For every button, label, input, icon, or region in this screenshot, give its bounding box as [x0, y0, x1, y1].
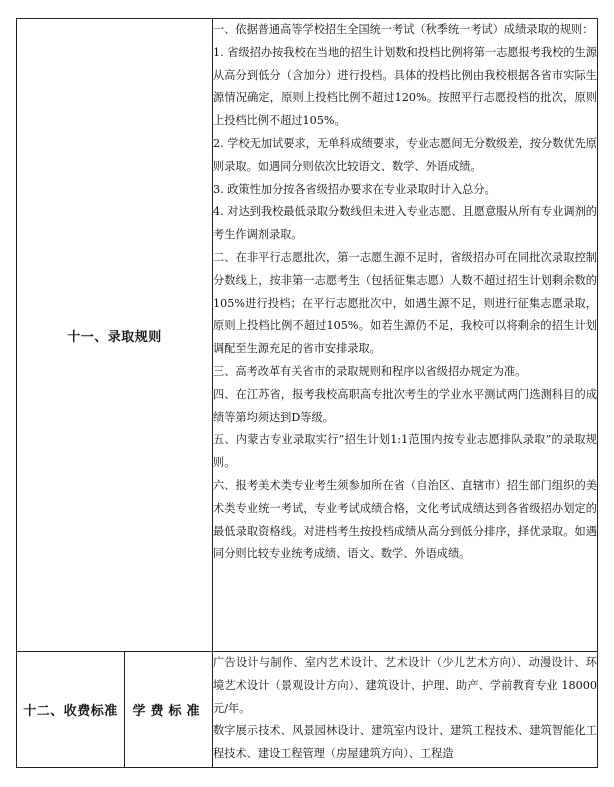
fees-row	[17, 652, 598, 768]
rule-paragraph: 二、在非平行志愿批次，第一志愿生源不足时，省级招办可在同批次录取控制分数线上，按非第一志愿考生（包括征集志愿）人数不超过招生计划剩余数的105%进行投档；在平行志愿批次中，如遇生源不足，则进行征集志愿录取，原则上投档比例不超过105%。如若生源仍不足，我校可以将剩余的招生计划调配至生源充足的省市安排录取。	[213, 250, 597, 356]
rule-paragraph: 三、高考改革有关省市的录取规则和程序以省级招办规定为准。	[213, 364, 527, 378]
rule-paragraph: 1. 省级招办按我校在当地的招生计划数和投档比例将第一志愿报考我校的生源从高分到低分（含加分）进行投档。具体的投档比例由我校根据各省市实际生源情况确定，原则上投档比例不超过120%。按照平行志愿投档的批次，原则上投档比例不超过105%。	[213, 45, 597, 128]
rule-paragraph: 4. 对达到我校最低录取分数线但未进入专业志愿、且愿意服从所有专业调剂的考生作调剂录取。	[213, 205, 597, 242]
admission-table	[16, 18, 598, 768]
admission-rules-label: 十一、录取规则	[17, 19, 213, 652]
fee-paragraph: 广告设计与制作、室内艺术设计、艺术设计（少儿艺术方向）、动漫设计、环境艺术设计（景观设计方向）、建筑设计、护理、助产、学前教育专业 18000元/年。	[213, 656, 597, 715]
tuition-label: 学费标准	[125, 652, 213, 768]
tuition-content	[213, 652, 598, 768]
admission-rules-content	[213, 19, 598, 652]
rule-paragraph: 五、内蒙古专业录取实行”招生计划1:1范围内按专业志愿排队录取”的录取规则。	[213, 433, 597, 470]
rule-paragraph: 一、依据普通高等学校招生全国统一考试（秋季统一考试）成绩录取的规则：	[213, 23, 594, 36]
rule-paragraph: 3. 政策性加分按各省级招办要求在专业录取时计入总分。	[213, 182, 496, 196]
rule-paragraph: 2. 学校无加试要求，无单科成绩要求，专业志愿间无分数级差，按分数优先原则录取。如遇同分则依次比较语文、数学、外语成绩。	[213, 136, 597, 173]
tuition-text-clip	[213, 652, 597, 765]
rule-paragraph: 六、报考美术类专业考生须参加所在省（自治区、直辖市）招生部门组织的美术类专业统一考试，专业考试成绩合格，文化考试成绩达到各省级招办划定的最低录取资格线。对进档考生按投档成绩从高分到低分排序，择优录取。如遇同分则比较专业统考成绩、语文、数学、外语成绩。	[213, 478, 597, 561]
fees-label: 十二、收费标准	[17, 652, 125, 768]
rule-paragraph: 四、在江苏省，报考我校高职高专批次考生的学业水平测试两门选测科目的成绩等第均须达到D等级。	[213, 387, 597, 424]
fee-paragraph: 数字展示技术、风景园林设计、建筑室内设计、建筑工程技术、建筑智能化工程技术、建设工程管理（房屋建筑方向）、工程造	[213, 724, 597, 761]
admission-rules-row	[17, 19, 598, 652]
